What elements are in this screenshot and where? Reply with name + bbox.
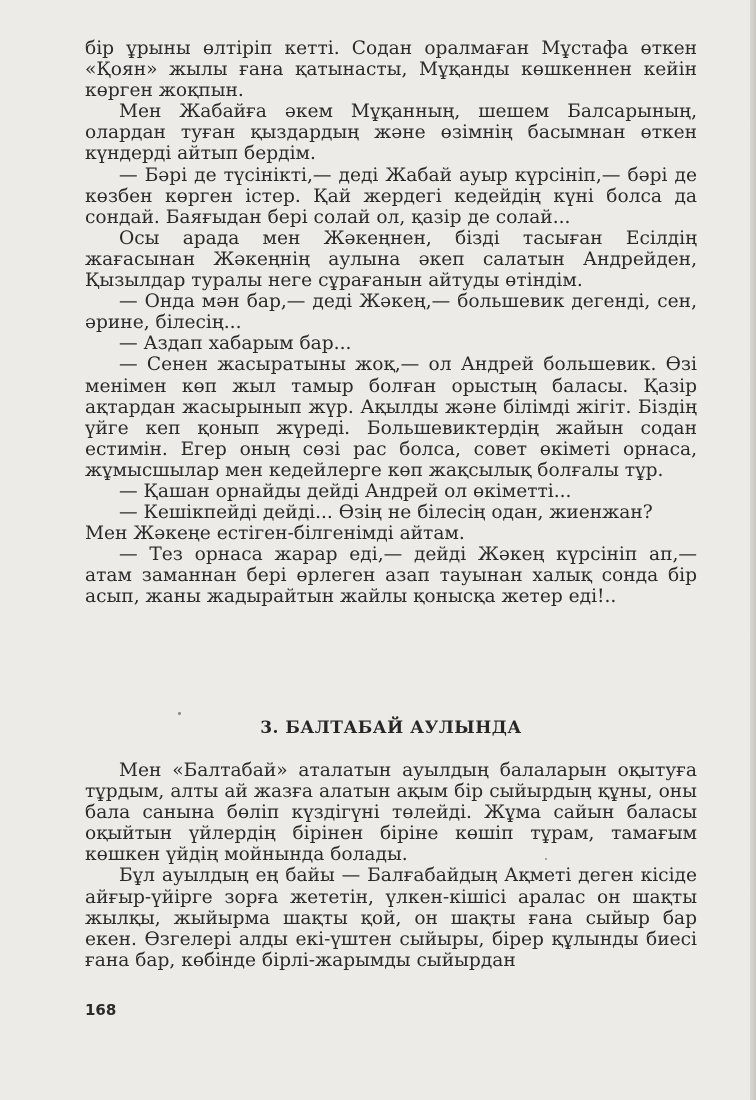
page-number: 168: [85, 1001, 117, 1019]
paper-speck: [545, 858, 547, 860]
paragraph: Мен Жабайға әкем Мұқанның, шешем Балсарының, олардан туған қыздардың және өзімнің басымнан өткен күндерді айтып бердім.: [85, 101, 697, 165]
paragraph: — Аздап хабарым бар...: [119, 333, 352, 355]
bottom-text-block: [85, 760, 697, 971]
paragraph: — Сенен жасыратыны жоқ,— ол Андрей большевик. Өзі менімен көп жыл тамыр болған орыстың баласы. Қазір ақтардан жасырынып жүр. Ақылды және білімді жігіт. Біздің үйге кеп қонып жүреді. Большевиктердің жайын содан естимін. Егер оның сөзі рас болса, совет өкіметі орнаса, жұмысшылар мен кедейлерге көп жақсылық болғалы тұр.: [85, 354, 697, 481]
paragraph: — Тез орнаса жарар еді,— дейді Жәкең күрсініп ап,— атам заманнан бері өрлеген азап тауынан халық сонда бір асып, жаны жадырайтын жайлы қонысқа жетер еді!..: [85, 544, 697, 608]
paragraph: Осы арада мен Жәкеңнен, бізді тасыған Есілдің жағасынан Жәкеңнің аулына әкеп салатын Андрейден, Қызылдар туралы неге сұрағанын айтуды өтіндім.: [85, 227, 697, 292]
paragraph: — Қашан орнайды дейді Андрей ол өкіметті...: [119, 480, 572, 502]
top-text-block: [85, 38, 697, 608]
paragraph: Мен Жәкеңе естіген-білгенімді айтам.: [85, 523, 465, 545]
paper-speck: [178, 712, 181, 715]
paragraph: бір ұрыны өлтіріп кетті. Содан оралмаған Мұстафа өткен «Қоян» жылы ғана қатынасты, Мұқанды көшкеннен кейін көрген жоқпын.: [85, 38, 697, 102]
paragraph: — Бәрі де түсінікті,— деді Жабай ауыр күрсініп,— бәрі де көзбен көрген істер. Қай жердегі кедейдің күні болса да сондай. Баяғыдан бері солай ол, қазір де солай...: [85, 164, 697, 228]
page-edge-shadow: [750, 0, 756, 1100]
paragraph: — Онда мән бар,— деді Жәкең,— большевик дегенді, сен, әрине, білесің...: [85, 291, 697, 334]
section-heading: 3. БАЛТАБАЙ АУЛЫНДА: [260, 718, 522, 738]
paragraph: Мен «Балтабай» аталатын ауылдың балаларын оқытуға тұрдым, алты ай жазға алатын ақым бір сыйырдың құны, оны бала санына бөліп күздігүні төлейді. Жұма сайын баласы оқыйтын үйлердің бірінен біріне көшіп тұрам, тамағым көшкен үйдің мойнында болады.: [85, 760, 697, 866]
paragraph: Бұл ауылдың ең байы — Балғабайдың Ақметі деген кісіде айғыр-үйірге зорға жететін, үлкен-кішісі аралас он шақты жылқы, жыйырма шақты қой, он шақты ғана сыйыр бар екен. Өзгелері алды екі-үштен сыйыры, бірер құлынды биесі ғана бар, көбінде бірлі-жарымды сыйырдан: [85, 865, 697, 971]
paragraph: — Кешікпейді дейді... Өзің не білесің одан, жиенжан?: [119, 502, 653, 524]
